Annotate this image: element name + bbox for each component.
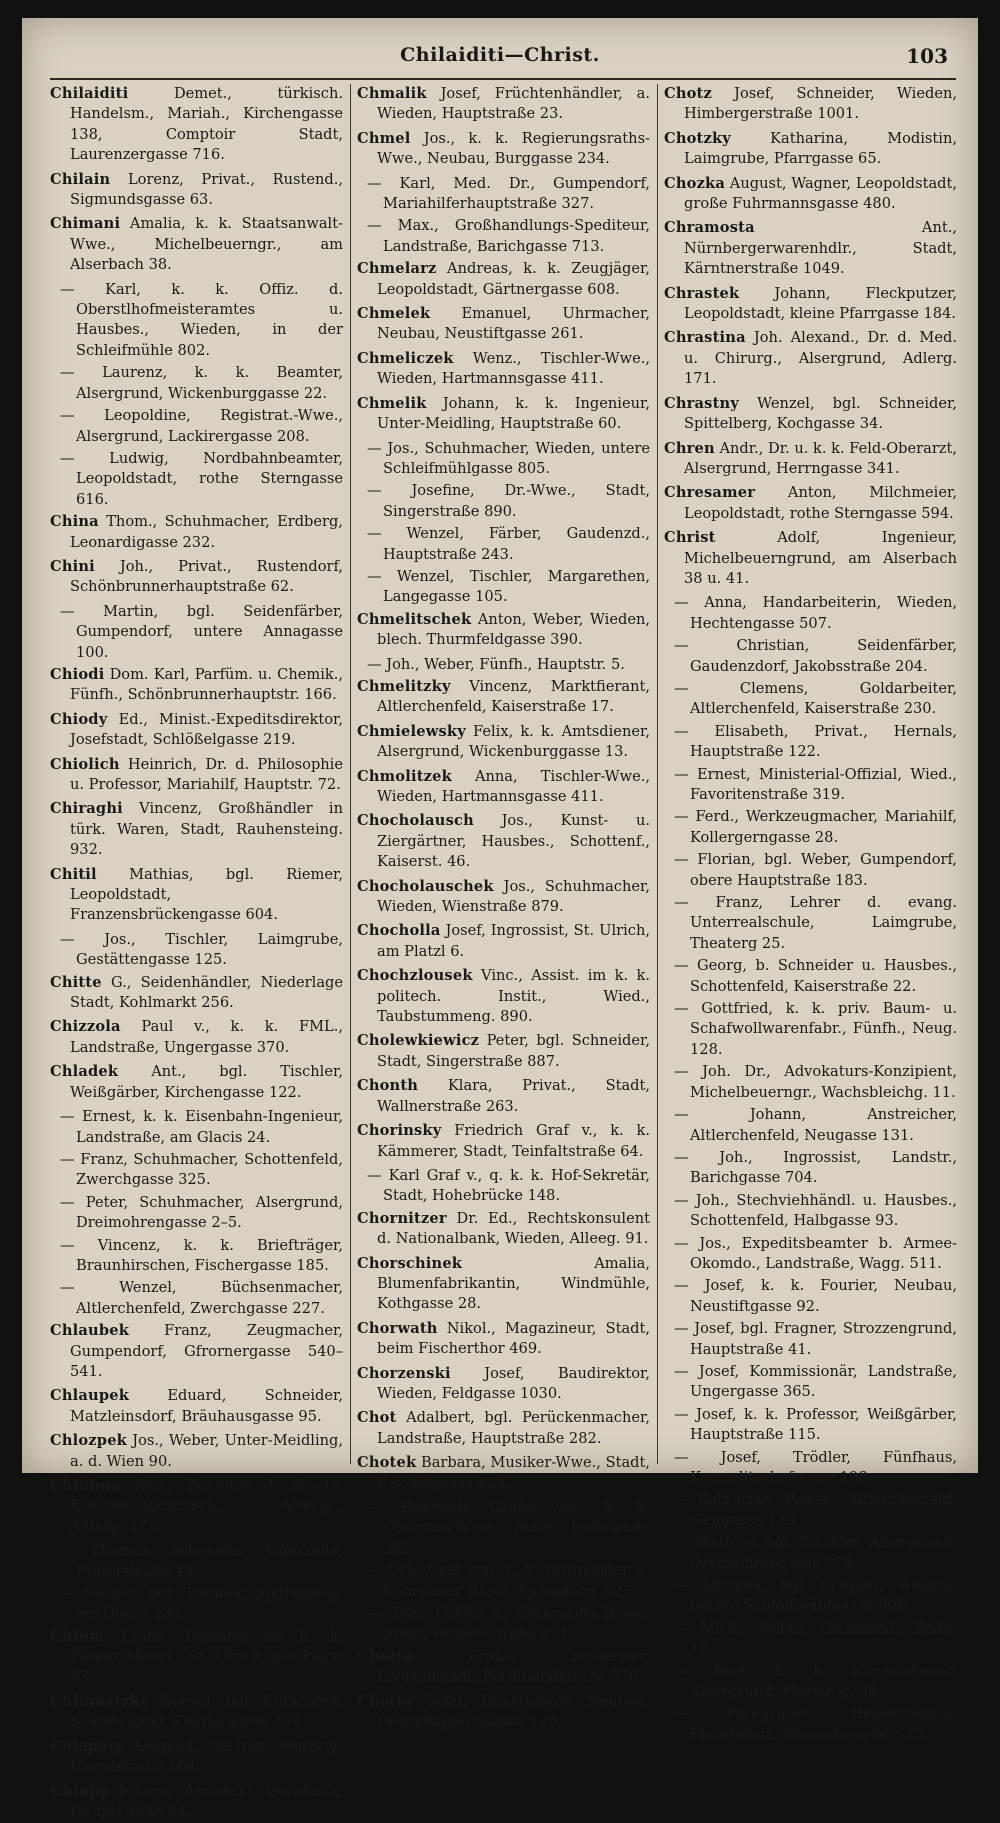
sub-entry xyxy=(50,1193,343,1234)
entry-surname: Chitil xyxy=(50,865,97,883)
sub-entry xyxy=(664,1662,957,1703)
sub-entry xyxy=(664,850,957,891)
sub-entry xyxy=(664,999,957,1060)
directory-entry xyxy=(357,1647,650,1688)
entry-details: Martin, bgl. Seidenfärber, Gumpendorf, untere Annagasse 100. xyxy=(76,602,343,661)
directory-entry xyxy=(664,328,957,389)
entry-details: Leopoldine, Registrat.-Wwe., Alsergrund, Lackirergasse 208. xyxy=(76,407,343,445)
sub-entry xyxy=(357,439,650,480)
entry-details: Joh., Ingrossist, Landstr., Barichgasse 704. xyxy=(690,1148,957,1187)
directory-entry xyxy=(50,1476,343,1537)
entry-surname: Chotzky xyxy=(664,129,731,147)
entry-details: Jos., k. k. Regierungsraths-Wwe., Neubau, Burggasse 234. xyxy=(377,129,650,168)
entry-surname: Chiolich xyxy=(50,755,120,773)
entry-surname: Chimani xyxy=(50,215,121,233)
entry-details: Josef, Privatlehrer, Neubau, Dreifaltigkeitsgasse 128. xyxy=(377,1692,650,1731)
column-1 xyxy=(50,84,344,1821)
directory-entry xyxy=(357,1408,650,1449)
sub-entry xyxy=(664,1576,957,1617)
entry-details: Ant., bgl. Tischler, Weißgärber, Kirchengasse 122. xyxy=(70,1063,343,1101)
entry-details: Christian, Seidenfärber, Gaudenzdorf, Jakobsstraße 204. xyxy=(690,637,957,675)
entry-details: Jos., Expeditsbeamter b. Armee-Okomdo., Landstraße, Wagg. 511. xyxy=(690,1234,957,1272)
entry-details: Josef, Baudirektor, Wieden, Feldgasse 1030. xyxy=(377,1364,650,1402)
entry-details: G., Seidenhändler, Niederlage Stadt, Kohlmarkt 256. xyxy=(70,973,343,1012)
entry-details: Wenzel, Büchsenmacher, Altlerchenfeld, Zwerchgasse 227. xyxy=(76,1279,343,1317)
directory-entry xyxy=(50,1627,343,1688)
sub-entry xyxy=(664,1533,957,1574)
entry-surname: Chonth xyxy=(357,1077,419,1095)
directory-entry xyxy=(357,1692,650,1733)
entry-details: Josef, Schneider, Wieden, Himbergerstraße 1001. xyxy=(684,85,957,123)
directory-entry xyxy=(664,284,957,325)
directory-entry xyxy=(357,877,650,918)
entry-surname: Chorinsky xyxy=(357,1122,442,1140)
entry-details: Amalia, Blumenfabrikantin, Windmühle, Kothgasse 28. xyxy=(377,1254,650,1313)
entry-details: Dr. Ed., Rechtskonsulent d. Nationalbank, Wieden, Alleeg. 91. xyxy=(377,1209,650,1248)
sub-entry xyxy=(50,449,343,510)
entry-surname: Chmelitschek xyxy=(357,610,472,628)
sub-entry xyxy=(664,1148,957,1189)
directory-entry xyxy=(357,394,650,435)
entry-details: Klara, Privat., Stadt, Wallnerstraße 263. xyxy=(377,1077,650,1115)
sub-entry xyxy=(50,1150,343,1191)
sub-entry xyxy=(357,1166,650,1207)
directory-entry xyxy=(357,349,650,390)
sub-entry xyxy=(50,1107,343,1148)
entry-details: Laurenz, k. k. Beamter, Alsergrund, Wickenburggasse 22. xyxy=(76,364,343,402)
entry-details: Florian, bgl. Weber, Gumpendorf, obere Hauptstraße 183. xyxy=(690,851,957,889)
entry-details: Josefine, Dr.-Wwe., Stadt, Singerstraße 890. xyxy=(383,482,650,520)
directory-entry xyxy=(357,1254,650,1315)
entry-details: Wenzel, Färber, Gaudenzd., Hauptstraße 243. xyxy=(383,525,651,563)
sub-entry xyxy=(357,1498,650,1559)
column-2 xyxy=(357,84,651,1731)
entry-details: Paul, k. k. Kanzleidiener, Alsergrund, Florianig. 38. xyxy=(690,1662,958,1701)
entry-surname: Chmielewsky xyxy=(357,722,466,740)
entry-details: Vincenz, Marktfierant, Altlerchenfeld, Kaiserstraße 17. xyxy=(377,677,650,716)
sub-entry xyxy=(357,1604,650,1645)
entry-surname: Chotek xyxy=(357,1454,417,1472)
directory-entry xyxy=(664,174,957,215)
entry-surname: Chorschinek xyxy=(357,1254,463,1272)
entry-details: Joh. Dr., Advokaturs-Konzipient, Michelbeuerngr., Wachsbleichg. 11. xyxy=(690,1063,957,1101)
sub-entry xyxy=(664,1105,957,1146)
entry-details: Barbara, Musiker-Wwe., Stadt, Bischofgasse 634. xyxy=(377,1454,650,1492)
entry-surname: Chlupp xyxy=(50,1782,110,1800)
entry-details: Franz, Beamter im k. k. Finanz-Minist., St. Ulrich, am Platzl 63. xyxy=(70,1627,343,1686)
entry-details: Ed., Minist.-Expeditsdirektor, Josefstadt, Schlößelgasse 219. xyxy=(70,710,343,749)
sub-entry xyxy=(664,1448,957,1489)
directory-entry xyxy=(50,755,343,796)
entry-details: Peregrinus, Handelsmann, Floridsdorf, Wienerhauptstr. 35. xyxy=(690,1705,958,1743)
entry-details: Joh. Alexand., Dr. d. Med. u. Chirurg., Alsergrund, Adlerg. 171. xyxy=(684,329,957,388)
directory-entry xyxy=(50,512,343,553)
entry-details: Heinrich, Dr. d. Philosophie u. Professor, Mariahilf, Hauptstr. 72. xyxy=(70,755,343,793)
entry-details: Ther. Gräfin v., Chrenstifts-Dame, Stadt, Wallnerstraße 271. xyxy=(383,1605,650,1643)
entry-details: Josef, Früchtenhändler, a. Wieden, Hauptstraße 23. xyxy=(377,85,650,123)
entry-surname: Chocholla xyxy=(357,922,441,940)
directory-entry xyxy=(357,811,650,872)
sub-entry xyxy=(50,1278,343,1319)
sub-entry xyxy=(664,765,957,806)
directory-entry xyxy=(50,710,343,751)
entry-details: Johann, Architekt, Dornbach, Hauptstraße 54. xyxy=(70,1782,343,1821)
entry-surname: Chiodi xyxy=(50,665,105,683)
entry-details: Max., Großhandlungs-Spediteur, Landstraße, Barichgasse 713. xyxy=(383,217,650,255)
entry-details: Wenzel, bgl. Schneider, Spittelberg, Kochgasse 34. xyxy=(684,394,957,433)
entry-details: Josef, Kommissionär, Landstraße, Ungergasse 365. xyxy=(690,1362,957,1401)
entry-surname: Christ xyxy=(664,529,716,547)
entry-details: Otto Graf von, k. k. Rittmeister u. Kämmerer, Stadt, Spänglerg. 427. xyxy=(383,1562,650,1600)
page-number: 103 xyxy=(906,44,948,68)
directory-entry xyxy=(357,129,650,170)
page-header xyxy=(22,44,978,76)
sub-entry xyxy=(357,216,650,257)
entry-surname: Chini xyxy=(50,557,95,575)
directory-entry xyxy=(357,722,650,763)
entry-surname: Chladek xyxy=(50,1063,119,1081)
entry-details: Gottfried, k. k. priv. Baum- u. Schafwollwarenfabr., Fünfh., Neug. 128. xyxy=(690,1000,957,1058)
sub-entry xyxy=(664,1490,957,1531)
entry-details: Vincenz, Großhändler in türk. Waren, Stadt, Rauhensteing. 932. xyxy=(70,800,343,859)
entry-details: Vincenz, k. k. Briefträger, Braunhirschen, Fischergasse 185. xyxy=(76,1236,343,1274)
entry-details: Johann, k. k. Ingenieur, Unter-Meidling, Hauptstraße 60. xyxy=(377,394,650,433)
entry-surname: Chmeliczek xyxy=(357,349,454,367)
sub-entry xyxy=(664,1276,957,1317)
entry-surname: Chornitzer xyxy=(357,1209,447,1227)
directory-entry xyxy=(357,304,650,345)
entry-surname: Chot xyxy=(357,1409,397,1427)
directory-entry xyxy=(664,129,957,170)
entry-details: Elisabeth, Privat., Hernals, Hauptstraße 122. xyxy=(690,722,958,761)
sub-entry xyxy=(664,1062,957,1103)
entry-details: Wenzel, Tischler, Margarethen, Langegasse 105. xyxy=(383,567,650,606)
entry-details: Mathias, bgl. Tischler, Alsergrund, Dreimohrengasse 278. xyxy=(690,1534,958,1572)
directory-entry xyxy=(50,1737,343,1778)
entry-details: Johann, Anstreicher, Altlerchenfeld, Neugasse 131. xyxy=(690,1106,957,1144)
directory-entry xyxy=(50,1782,343,1823)
entry-details: Josef, Ingrossist, St. Ulrich, am Platzl 6. xyxy=(377,922,650,960)
sub-entry xyxy=(50,363,343,404)
directory-entry xyxy=(664,483,957,524)
entry-surname: Chilain xyxy=(50,170,111,188)
sub-entry xyxy=(357,655,650,675)
entry-surname: Chrastek xyxy=(664,284,740,302)
directory-entry xyxy=(50,84,343,166)
sub-entry xyxy=(664,1704,957,1745)
entry-surname: Chlaubek xyxy=(50,1322,130,1340)
sub-entry xyxy=(664,1319,957,1360)
entry-surname: Chotz xyxy=(664,85,712,102)
column-divider xyxy=(350,84,351,1464)
entry-surname: Chrastny xyxy=(664,394,740,412)
entry-details: Ludwig, Nordbahnbeamter, Leopoldstadt, rothe Sterngasse 616. xyxy=(76,449,343,508)
sub-entry xyxy=(664,593,957,634)
entry-details: Lorenz, Privat., Rustend., Sigmundsgasse 63. xyxy=(70,170,343,209)
sub-entry xyxy=(50,406,343,447)
directory-entry xyxy=(664,84,957,125)
directory-entry xyxy=(50,1692,343,1733)
entry-details: Katharina, Privat., Altlerchenfeld, Neugasse 139. xyxy=(690,1491,957,1529)
entry-details: Wenzel, bgl. Kürschner, Schottenfeld, Zieglergasse 351. xyxy=(70,1693,343,1731)
entry-details: Amalia, k. k. Staatsanwalt-Wwe., Michelbeuerngr., am Alserbach 38. xyxy=(70,215,343,274)
sub-entry xyxy=(50,602,343,663)
entry-details: Henriette Gräfin von, k. k. Obersten-Wwe., Stadt, Judenplatz 343. xyxy=(383,1499,650,1557)
entry-details: Anna, Handarbeiterin, Wieden, Hechtengasse 507. xyxy=(690,594,957,632)
entry-surname: Chocholauschek xyxy=(357,877,494,895)
entry-details: Franz, Zeugmacher, Gumpendorf, Gfrornergasse 540–541. xyxy=(70,1322,343,1380)
directory-entry xyxy=(50,1017,343,1058)
entry-details: Adolf, Ingenieur, Michelbeuerngrund, am Alserbach 38 u. 41. xyxy=(684,529,957,587)
sub-entry xyxy=(664,1362,957,1403)
entry-details: Thom., Schuhmacher, Erdberg, Leonardigasse 232. xyxy=(70,513,343,551)
entry-details: Anton, Weber, Wieden, blech. Thurmfeldgasse 390. xyxy=(377,610,650,649)
entry-surname: Chmalik xyxy=(357,85,427,102)
entry-surname: Chorzenski xyxy=(357,1364,451,1382)
directory-entry xyxy=(664,394,957,435)
entry-details: Thomas, Schneider, Jägerzeile, Praterstraße 48. xyxy=(76,1542,343,1580)
column-divider xyxy=(657,84,658,1464)
sub-entry xyxy=(664,722,957,763)
directory-entry xyxy=(357,610,650,651)
entry-details: Mathias, bgl. Riemer, Leopoldstadt, Franzensbrückengasse 604. xyxy=(70,865,343,924)
entry-surname: Chorwath xyxy=(357,1319,438,1337)
entry-surname: Chresamer xyxy=(664,484,756,502)
entry-details: Joh., Weber, Fünfh., Hauptstr. 5. xyxy=(386,655,625,673)
entry-details: Jos., Schuhmacher, Wieden, untere Schleifmühlgasse 805. xyxy=(383,439,650,477)
sub-entry xyxy=(357,1561,650,1602)
entry-surname: Chochzlousek xyxy=(357,967,473,985)
directory-entry xyxy=(50,557,343,598)
entry-details: Franz, Schneider, Leopoldstadt, Ferdinandstraße 576. xyxy=(377,1647,650,1686)
entry-details: Ernest, Ministerial-Offizial, Wied., Favoritenstraße 319. xyxy=(690,765,958,803)
sub-entry xyxy=(50,1584,343,1625)
directory-entry xyxy=(357,1076,650,1117)
entry-details: August, Wagner, Leopoldstadt, große Fuhrmannsgasse 480. xyxy=(684,174,957,213)
sub-entry xyxy=(357,524,650,565)
entry-surname: Chotta xyxy=(357,1692,414,1710)
entry-surname: Chramosta xyxy=(664,219,755,237)
entry-details: Franz, Lehrer d. evang. Unterrealschule, Laimgrube, Theaterg 25. xyxy=(690,894,957,952)
entry-details: Josef, Trödler, Fünfhaus, Karmeliterhofgasse 198. xyxy=(690,1448,958,1486)
directory-entry xyxy=(357,1453,650,1494)
entry-surname: Chozka xyxy=(664,174,726,192)
directory-entry xyxy=(357,84,650,125)
entry-details: Anna, Tischler-Wwe., Wieden, Hartmannsgasse 411. xyxy=(377,767,650,805)
sub-entry xyxy=(357,481,650,522)
sub-entry xyxy=(50,280,343,362)
entry-details: Clemens, Goldarbeiter, Altlerchenfeld, Kaiserstraße 230. xyxy=(690,679,958,718)
entry-surname: Chiraghi xyxy=(50,800,123,818)
sub-entry xyxy=(664,956,957,997)
directory-entry xyxy=(357,677,650,718)
sub-entry xyxy=(357,567,650,608)
entry-details: Katharina, Modistin, Laimgrube, Pfarrgasse 65. xyxy=(684,129,957,168)
entry-details: Jos., Tischler, Laimgrube, Gestättengasse 125. xyxy=(76,930,343,969)
entry-details: Mich., Weber, Gaudenzd., Badg. 11. xyxy=(690,1619,957,1658)
directory-entry xyxy=(664,218,957,279)
entry-details: Joh., Stechviehhändl. u. Hausbes., Schottenfeld, Halbgasse 93. xyxy=(690,1191,958,1230)
entry-details: Leopold, Gärtner, Penzing, Hauptstraße 164. xyxy=(70,1737,343,1776)
sub-entry xyxy=(50,1236,343,1277)
directory-entry xyxy=(50,1321,343,1382)
entry-surname: Chmolitzek xyxy=(357,767,452,785)
entry-details: Andr., Dr. u. k. k. Feld-Oberarzt, Alsergrund, Herrngasse 341. xyxy=(684,439,957,477)
directory-entry xyxy=(357,1319,650,1360)
entry-details: Ferd., Werkzeugmacher, Mariahilf, Kollergerngasse 28. xyxy=(690,808,958,846)
sub-entry xyxy=(664,1191,957,1232)
entry-details: Adalbert, bgl. Perückenmacher, Landstraße, Hauptstraße 282. xyxy=(377,1409,650,1447)
entry-surname: Chlubna xyxy=(50,1477,121,1494)
entry-details: Felix, k. k. Amtsdiener, Alsergrund, Wickenburggasse 13. xyxy=(377,722,650,761)
directory-entry xyxy=(357,259,650,300)
entry-details: Josef, k. k. Fourier, Neubau, Neustiftgasse 92. xyxy=(690,1277,957,1315)
directory-entry xyxy=(357,1031,650,1072)
entry-surname: Chlapaty xyxy=(50,1737,124,1755)
entry-details: Dom. Karl, Parfüm. u. Chemik., Fünfh., Schönbrunnerhauptstr. 166. xyxy=(70,665,343,704)
entry-details: Michael, bgl. Fragner, Wieden, untere Schleifmühlgasse 806. xyxy=(690,1577,958,1615)
directory-entry xyxy=(50,1431,343,1472)
entry-surname: Chlozpek xyxy=(50,1432,127,1450)
sub-entry xyxy=(664,679,957,720)
entry-details: Andreas, k. k. Zeugjäger, Leopoldstadt, Gärtnergasse 608. xyxy=(377,260,650,298)
entry-details: Rud., Beamter d. Staats-Eisenbahngesellsch., Alsergr., Adlerg. 171. xyxy=(70,1477,343,1535)
sub-entry xyxy=(664,893,957,954)
header-rule xyxy=(50,78,956,80)
entry-details: Karl, k. k. Offiz. d. Oberstlhofmeisteramtes u. Hausbes., Wieden, in der Schleifmühle 802. xyxy=(76,280,343,359)
entry-details: Jos., Kunst- u. Ziergärtner, Hausbes., Schottenf., Kaiserst. 46. xyxy=(377,812,650,871)
sub-entry xyxy=(357,174,650,215)
entry-columns xyxy=(50,84,958,1821)
entry-details: Jos., Weber, Unter-Meidling, a. d. Wien 90. xyxy=(70,1432,343,1470)
entry-details: Karl, Med. Dr., Gumpendorf, Mariahilferhauptstraße 327. xyxy=(383,174,650,213)
sub-entry xyxy=(664,807,957,848)
directory-entry xyxy=(50,1386,343,1427)
column-3 xyxy=(664,84,958,1743)
entry-surname: Chiody xyxy=(50,710,108,728)
entry-surname: Cholewkiewicz xyxy=(357,1032,480,1050)
entry-details: Ernest, k. k. Eisenbahn-Ingenieur, Landstraße, am Glacis 24. xyxy=(76,1108,343,1146)
sub-entry xyxy=(664,1234,957,1275)
entry-details: Demet., türkisch. Handelsm., Mariah., Kirchengasse 138, Comptoir Stadt, Laurenzergasse 716. xyxy=(70,85,343,164)
sub-entry xyxy=(664,1405,957,1446)
entry-surname: Chlaupek xyxy=(50,1387,130,1405)
entry-surname: Chotta xyxy=(357,1647,414,1665)
directory-entry xyxy=(357,966,650,1027)
entry-surname: Chmelek xyxy=(357,305,431,323)
entry-surname: Chmelarz xyxy=(357,260,437,278)
directory-entry xyxy=(50,865,343,926)
sub-entry xyxy=(50,1541,343,1582)
entry-surname: Chrastina xyxy=(664,329,746,347)
entry-details: Karl Graf v., q. k. k. Hof-Sekretär, Stadt, Hohebrücke 148. xyxy=(383,1166,651,1205)
directory-entry xyxy=(357,1364,650,1405)
directory-entry xyxy=(664,528,957,589)
entry-surname: Chren xyxy=(664,439,715,457)
directory-entry xyxy=(50,1062,343,1103)
directory-entry xyxy=(357,1121,650,1162)
entry-details: Georg, b. Schneider u. Hausbes., Schottenfeld, Kaiserstraße 22. xyxy=(690,957,958,995)
entry-details: Josef, bgl. Fragner, Strozzengrund, Hauptstraße 41. xyxy=(690,1320,957,1358)
entry-surname: Chocholausch xyxy=(357,812,474,830)
entry-details: Anton, Milchmeier, Leopoldstadt, rothe Sterngasse 594. xyxy=(684,484,957,522)
entry-surname: Chitte xyxy=(50,973,102,991)
entry-details: Friedrich Graf v., k. k. Kämmerer, Stadt, Teinfaltstraße 64. xyxy=(377,1122,650,1160)
entry-details: Jos., Schuhmacher, Wieden, Wienstraße 879. xyxy=(377,877,650,916)
directory-entry xyxy=(664,439,957,480)
sub-entry xyxy=(664,636,957,677)
entry-details: Nikol., Magazineur, Stadt, beim Fischerthor 469. xyxy=(377,1319,650,1358)
entry-details: Ant., Nürnbergerwarenhdlr., Stadt, Kärntnerstraße 1049. xyxy=(684,219,957,278)
entry-details: Johann, Fleckputzer, Leopoldstadt, kleine Pfarrgasse 184. xyxy=(684,284,957,323)
entry-details: Peter, Schuhmacher, Alsergrund, Dreimohrengasse 2–5. xyxy=(76,1193,343,1232)
entry-surname: China xyxy=(50,513,99,531)
entry-surname: Chlum xyxy=(50,1627,105,1645)
entry-details: Wenz., Tischler-Wwe., Wieden, Hartmannsgasse 411. xyxy=(377,349,650,388)
entry-details: Franz, Schuhmacher, Schottenfeld, Zwerchgasse 325. xyxy=(76,1150,344,1189)
directory-entry xyxy=(357,1209,650,1250)
entry-details: Vinc., Assist. im k. k. politech. Instit., Wied., Taubstummeng. 890. xyxy=(377,967,650,1026)
directory-entry xyxy=(357,921,650,962)
sub-entry xyxy=(50,930,343,971)
entry-details: Eduard, Schneider, Matzleinsdorf, Bräuhausgasse 95. xyxy=(70,1387,343,1425)
entry-details: Peter, bgl. Schneider, Stadt, Singerstraße 887. xyxy=(377,1032,650,1070)
directory-entry xyxy=(50,214,343,275)
entry-surname: Chilaiditi xyxy=(50,85,129,102)
entry-surname: Chmelik xyxy=(357,394,427,412)
entry-surname: Chlumetzky xyxy=(50,1693,149,1711)
entry-surname: Chizzola xyxy=(50,1018,121,1036)
entry-details: Josef, k. k. Professor, Weißgärber, Hauptstraße 115. xyxy=(690,1405,957,1444)
directory-entry xyxy=(50,170,343,211)
entry-details: Joh., Privat., Rustendorf, Schönbrunnerhauptstraße 62. xyxy=(70,557,343,596)
running-head: Chilaiditi—Christ. xyxy=(400,44,600,66)
directory-entry xyxy=(50,665,343,706)
entry-details: Wenzel, bef. Tischler, Spittelberg, am Glacis 134. xyxy=(76,1585,343,1623)
entry-surname: Chmelitzky xyxy=(357,677,451,695)
directory-entry xyxy=(50,799,343,860)
directory-entry xyxy=(50,973,343,1014)
directory-page xyxy=(22,18,978,1821)
entry-details: Emanuel, Uhrmacher, Neubau, Neustiftgasse 261. xyxy=(377,305,650,343)
entry-details: Paul v., k. k. FML., Landstraße, Ungergasse 370. xyxy=(70,1018,343,1056)
entry-surname: Chmel xyxy=(357,129,411,147)
sub-entry xyxy=(664,1619,957,1660)
directory-entry xyxy=(357,767,650,808)
